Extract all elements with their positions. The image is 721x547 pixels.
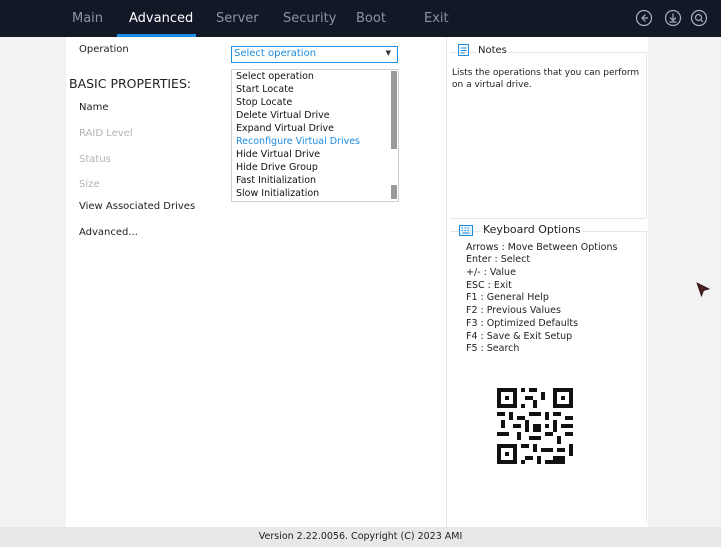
dropdown-option[interactable]: Slow Initialization [236,188,320,199]
keyboard-option-line: Enter : Select [466,254,531,265]
search-icon[interactable] [690,9,708,27]
dropdown-scroll-thumb[interactable] [391,71,397,149]
mouse-cursor-icon [696,282,710,298]
raid-level-label: RAID Level [79,128,133,139]
dropdown-option[interactable]: Start Locate [236,84,294,95]
dropdown-option[interactable]: Fast Initialization [236,175,317,186]
dropdown-option-highlighted[interactable]: Reconfigure Virtual Drives [236,136,361,147]
view-associated-drives-link[interactable]: View Associated Drives [79,201,196,212]
keyboard-option-line: F3 : Optimized Defaults [466,318,579,329]
tab-exit[interactable]: Exit [424,11,449,26]
back-icon[interactable] [635,9,653,27]
notes-title: Notes [478,45,507,56]
save-icon[interactable] [664,9,682,27]
keyboard-option-line: F4 : Save & Exit Setup [466,331,573,342]
keyboard-options-title: Keyboard Options [483,223,581,236]
size-label: Size [79,179,100,190]
dropdown-option[interactable]: Hide Virtual Drive [236,149,321,160]
tab-main[interactable]: Main [72,11,104,26]
left-margin [0,37,66,527]
notes-text: Lists the operations that you can perform on a virtual drive. [452,68,640,90]
dropdown-option[interactable]: Hide Drive Group [236,162,318,173]
operation-label: Operation [79,44,129,55]
dropdown-option[interactable]: Select operation [236,71,314,82]
operation-dropdown-list[interactable] [231,69,399,202]
dropdown-scroll-thumb-bottom[interactable] [391,185,397,199]
tab-boot[interactable]: Boot [356,11,386,26]
tab-advanced[interactable]: Advanced [129,11,194,26]
keyboard-icon [459,225,473,236]
keyboard-option-line: F1 : General Help [466,292,549,303]
dropdown-option[interactable]: Expand Virtual Drive [236,123,334,134]
footer-version: Version 2.22.0056. Copyright (C) 2023 AMI [0,527,721,547]
dropdown-option[interactable]: Stop Locate [236,97,293,108]
dropdown-option[interactable]: Delete Virtual Drive [236,110,330,121]
basic-properties-title: BASIC PROPERTIES: [69,76,192,91]
keyboard-option-line: +/- : Value [466,267,516,278]
operation-select[interactable] [231,46,398,63]
advanced-link[interactable]: Advanced... [79,227,138,238]
operation-select-value: Select operation [234,48,317,59]
keyboard-option-line: ESC : Exit [466,280,512,291]
name-label[interactable]: Name [79,102,109,113]
status-label: Status [79,154,111,165]
tab-security[interactable]: Security [283,11,337,26]
chevron-down-icon: ▼ [385,49,391,57]
tab-server[interactable]: Server [216,11,259,26]
qr-code-icon [493,384,577,468]
panel-divider [446,37,447,527]
top-nav-bar [0,0,721,37]
keyboard-option-line: Arrows : Move Between Options [466,242,618,253]
active-tab-indicator [117,34,196,37]
notes-icon [458,44,469,56]
right-margin [648,37,721,527]
keyboard-option-line: F2 : Previous Values [466,305,561,316]
keyboard-option-line: F5 : Search [466,343,520,354]
